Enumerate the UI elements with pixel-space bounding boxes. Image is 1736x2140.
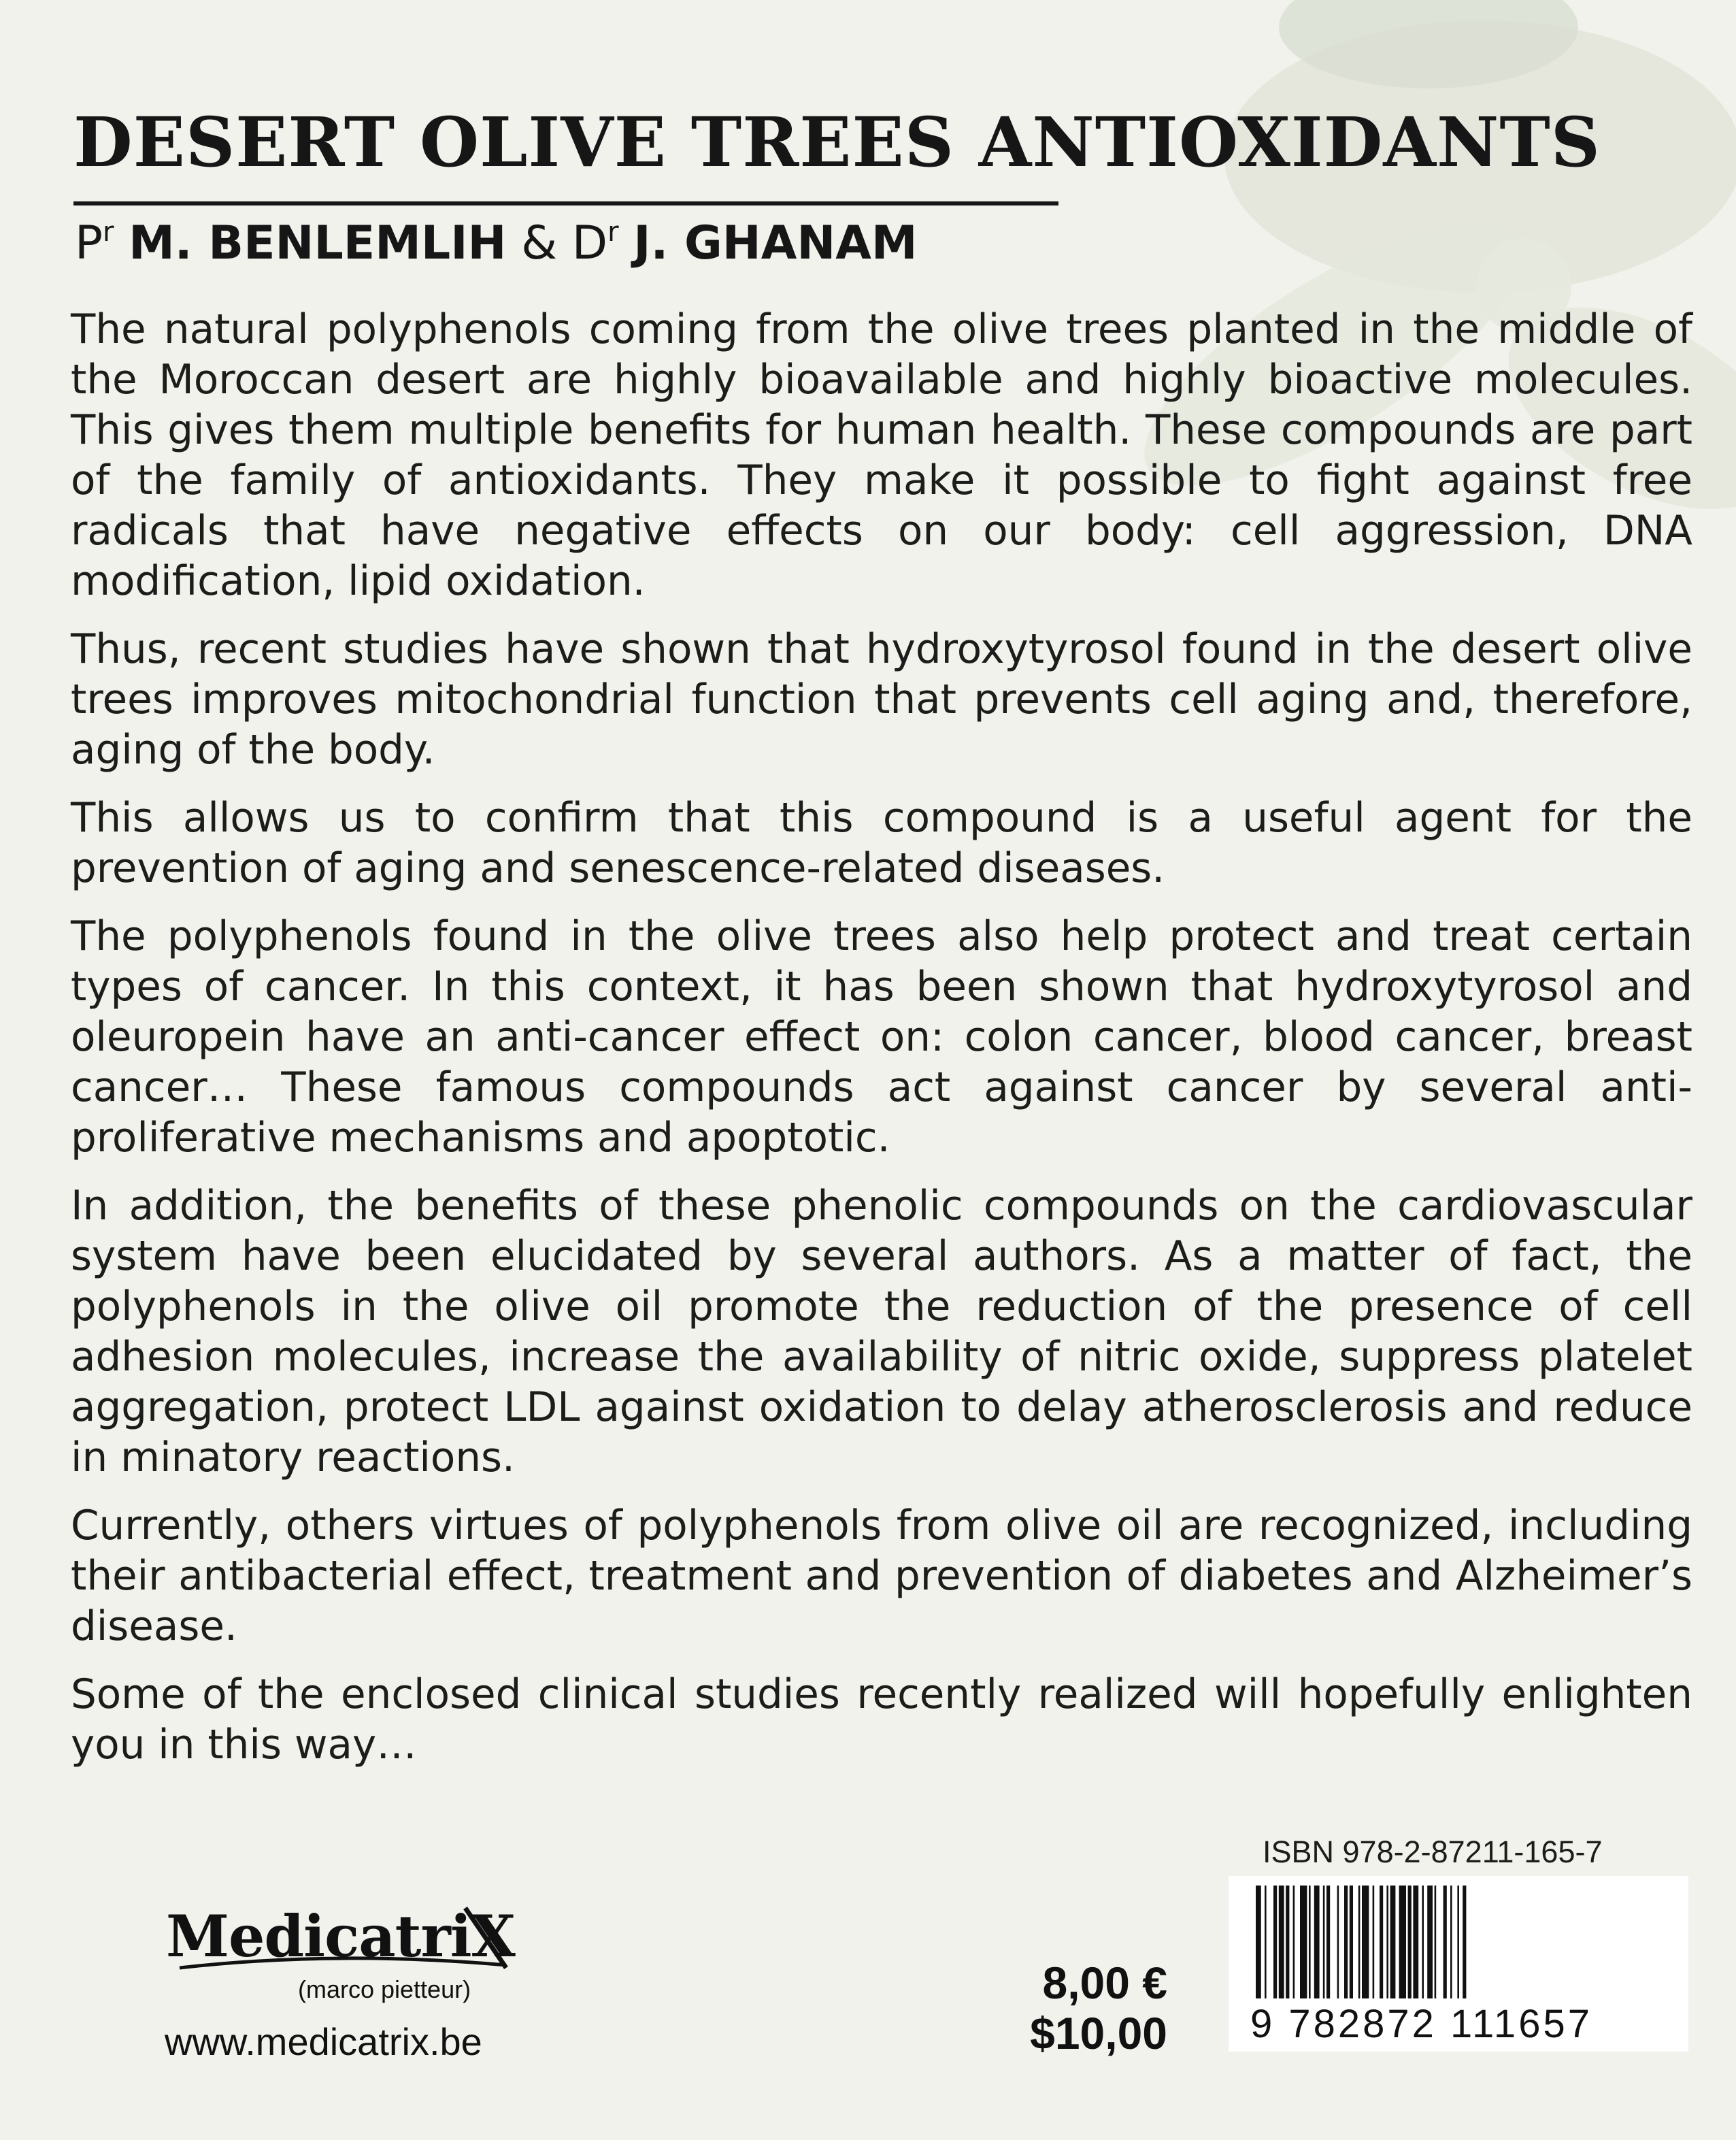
blurb-text bbox=[71, 305, 1692, 1788]
author2-name: J. GHANAM bbox=[633, 216, 918, 270]
barcode-bar bbox=[1386, 1886, 1388, 1998]
barcode-bar bbox=[1450, 1886, 1452, 1998]
paragraph-2: Thus, recent studies have shown that hydroxytyrosol found in the desert olive trees improves mitochondrial function that prevents cell aging and, therefore, aging of the body. bbox=[71, 626, 1692, 774]
barcode-bar bbox=[1279, 1886, 1284, 1998]
publisher-logo-text: MedicatriX bbox=[166, 1903, 515, 1970]
barcode-bar bbox=[1413, 1886, 1418, 1998]
barcode-bar bbox=[1373, 1886, 1375, 1998]
barcode-bar bbox=[1358, 1886, 1361, 1998]
authors-separator: & bbox=[521, 216, 558, 270]
publisher-logo bbox=[166, 1903, 515, 1971]
author1-prefix: P bbox=[75, 216, 103, 270]
barcode-bar bbox=[1286, 1886, 1289, 1998]
barcode-bar bbox=[1314, 1886, 1320, 1998]
barcode-bar bbox=[1326, 1886, 1330, 1998]
paragraph-7: Some of the enclosed clinical studies recently realized will hopefully enlighten you in this way… bbox=[71, 1671, 1692, 1768]
publisher-website: www.medicatrix.be bbox=[165, 2020, 482, 2063]
barcode-bar bbox=[1309, 1886, 1311, 1998]
barcode-digits: 9 782872 111657 bbox=[1250, 2002, 1592, 2046]
barcode-bar bbox=[1408, 1886, 1412, 1998]
barcode-bar bbox=[1350, 1886, 1353, 1998]
barcode-bar bbox=[1323, 1886, 1325, 1998]
paragraph-1: The natural polyphenols coming from the olive trees planted in the middle of the Moroccan desert are highly bioavailable and highly bioactive molecules. This gives them multiple benefits for human health. These compounds are part of the family of antioxidants. They make it possible to fight against free radicals that have negative effects on our body: cell aggression, DNA modification, lipid oxidation. bbox=[71, 306, 1692, 605]
author1-prefix-sup: r bbox=[103, 216, 114, 248]
barcode-bar bbox=[1443, 1886, 1447, 1998]
barcode-bar bbox=[1362, 1886, 1369, 1998]
barcode-bar bbox=[1390, 1886, 1396, 1998]
barcode-bar bbox=[1273, 1886, 1277, 1998]
barcode-bar bbox=[1344, 1886, 1348, 1998]
publisher-subtitle: (marco pietteur) bbox=[298, 1975, 471, 2003]
paragraph-4: The polyphenols found in the olive trees also help protect and treat certain types of cancer. In this context, it has been shown that hydroxytyrosol and oleuropein have an anti-cancer effect on: colon cancer, blood cancer, breast cancer… These famous compounds act against cancer by several anti-proliferative mechanisms and apoptotic. bbox=[71, 913, 1692, 1162]
barcode-bar bbox=[1380, 1886, 1383, 1998]
price-euro: 8,00 € bbox=[1042, 1958, 1167, 2008]
book-title: DESERT OLIVE TREES ANTIOXIDANTS bbox=[73, 102, 1601, 182]
barcode-bar bbox=[1427, 1886, 1433, 1998]
barcode-bar bbox=[1256, 1886, 1261, 1998]
barcode-bars bbox=[1256, 1886, 1664, 1998]
barcode-bar bbox=[1457, 1886, 1459, 1998]
author2-prefix-sup: r bbox=[607, 216, 619, 248]
barcode-bar bbox=[1399, 1886, 1406, 1998]
barcode-bar bbox=[1463, 1886, 1466, 1998]
author2-prefix: D bbox=[571, 216, 608, 270]
barcode-bar bbox=[1265, 1886, 1267, 1998]
barcode-bar bbox=[1337, 1886, 1339, 1998]
title-underline bbox=[73, 201, 1058, 205]
barcode bbox=[1229, 1876, 1688, 2052]
paragraph-6: Currently, others virtues of polyphenols from olive oil are recognized, including their antibacterial effect, treatment and prevention of diabetes and Alzheimer’s disease. bbox=[71, 1502, 1692, 1650]
barcode-bar bbox=[1422, 1886, 1424, 1998]
price-usd: $10,00 bbox=[1030, 2008, 1167, 2058]
author1-name: M. BENLEMLIH bbox=[129, 216, 507, 270]
barcode-bar bbox=[1300, 1886, 1307, 1998]
authors-line bbox=[75, 216, 918, 270]
barcode-bar bbox=[1293, 1886, 1295, 1998]
barcode-bar bbox=[1435, 1886, 1437, 1998]
paragraph-3: This allows us to confirm that this compound is a useful agent for the prevention of aging and senescence-related diseases. bbox=[71, 795, 1692, 892]
paragraph-5: In addition, the benefits of these phenolic compounds on the cardiovascular system have been elucidated by several authors. As a matter of fact, the polyphenols in the olive oil promote the reduction of the presence of cell adhesion molecules, increase the availability of nitric oxide, suppress platelet aggregation, protect LDL against oxidation to delay atherosclerosis and reduce in minatory reactions. bbox=[71, 1183, 1692, 1481]
isbn-label: ISBN 978-2-87211-165-7 bbox=[1263, 1834, 1603, 1869]
